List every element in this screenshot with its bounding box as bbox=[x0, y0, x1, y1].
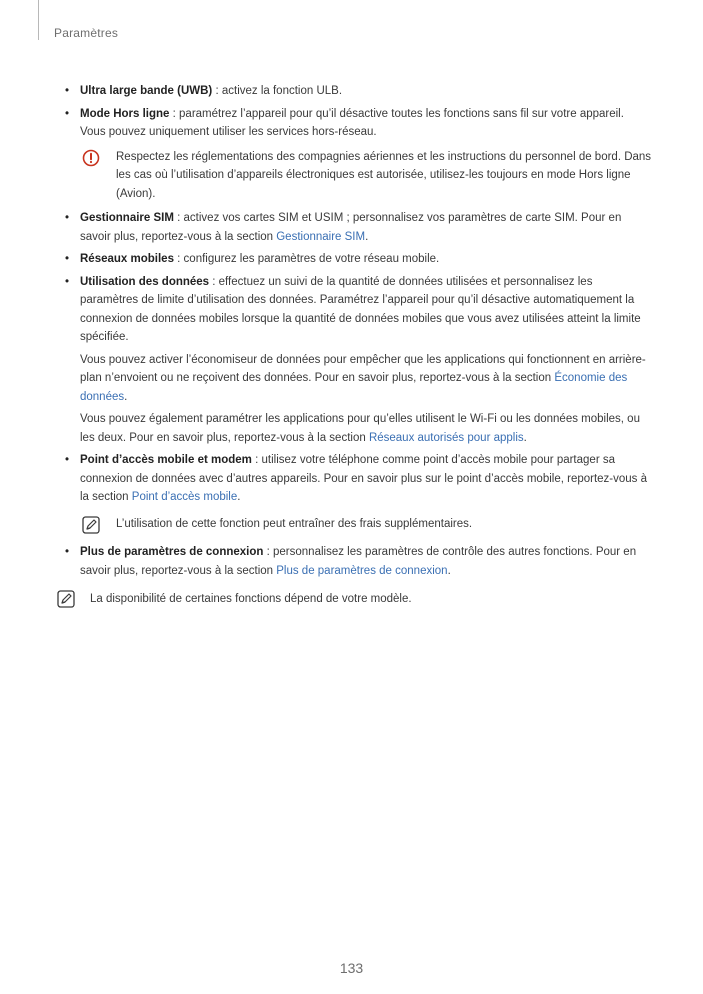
bullet-dot: • bbox=[64, 212, 70, 224]
term-mobile-networks: Réseaux mobiles bbox=[80, 253, 174, 265]
link-more-connection-settings[interactable]: Plus de paramètres de connexion bbox=[276, 564, 448, 577]
allowed-networks-paragraph bbox=[80, 410, 652, 447]
note-pencil-icon bbox=[57, 590, 75, 615]
bullet-dot: • bbox=[64, 275, 70, 288]
list-item-offline-mode bbox=[62, 105, 652, 204]
margin-rule bbox=[38, 0, 39, 40]
term-sim-manager: Gestionnaire SIM bbox=[80, 212, 174, 224]
link-sim-manager[interactable]: Gestionnaire SIM bbox=[276, 230, 366, 243]
hotspot-note-text: L’utilisation de cette fonction peut entraîner des frais supplémentaires. bbox=[116, 517, 473, 530]
list-item-mobile-networks bbox=[62, 250, 652, 269]
main-content bbox=[62, 82, 652, 584]
section-title: Paramètres bbox=[54, 26, 119, 40]
link-hotspot[interactable]: Point d’accès mobile bbox=[131, 491, 238, 503]
model-availability-text: La disponibilité de certaines fonctions dépend de votre modèle. bbox=[90, 593, 412, 605]
bullet-dot: • bbox=[64, 454, 70, 466]
punct: . bbox=[365, 230, 369, 243]
model-availability-note bbox=[57, 590, 690, 609]
data-saver-paragraph bbox=[80, 351, 652, 407]
desc-hotspot: : utilisez votre téléphone comme point d’accès mobile pour partager sa connexion de données avec d’autres appareils. Pour en savoir plus sur le point d’accès mobile, reportez-vous à la section bbox=[80, 454, 648, 503]
punct: . bbox=[237, 491, 241, 503]
punct: . bbox=[523, 431, 527, 444]
desc-sim-manager: : activez vos cartes SIM et USIM ; personnalisez vos paramètres de carte SIM. Pour en savoir plus, reportez-vous à la section bbox=[80, 212, 622, 243]
term-data-usage: Utilisation des données bbox=[80, 275, 210, 288]
list-item-sim-manager bbox=[62, 209, 652, 246]
bullet-dot: • bbox=[64, 107, 70, 120]
hotspot-note bbox=[80, 515, 652, 534]
desc-offline-mode: : paramétrez l’appareil pour qu’il désactive toutes les fonctions sans fil sur votre appareil. Vous pouvez uniquement utiliser les services hors-réseau. bbox=[80, 107, 624, 138]
punct: . bbox=[447, 564, 451, 577]
caution-note bbox=[80, 148, 652, 204]
link-allowed-networks[interactable]: Réseaux autorisés pour applis bbox=[368, 431, 524, 444]
term-hotspot: Point d’accès mobile et modem bbox=[80, 454, 252, 466]
link-data-saver[interactable]: Économie des données bbox=[80, 372, 628, 403]
desc-more-connection-settings: : personnalisez les paramètres de contrôle des autres fonctions. Pour en savoir plus, reportez-vous à la section bbox=[80, 546, 637, 577]
allowed-networks-text: Vous pouvez également paramétrer les applications pour qu’elles utilisent le Wi-Fi ou les données mobiles, ou les deux. Pour en savoir plus, reportez-vous à la section bbox=[80, 413, 640, 444]
term-more-connection-settings: Plus de paramètres de connexion bbox=[80, 546, 264, 558]
caution-text: Respectez les réglementations des compagnies aériennes et les instructions du personnel de bord. Dans les cas où l’utilisation d’appareils électroniques est autorisée, utilisez-les toujours en mode Hors ligne (Avion). bbox=[116, 150, 652, 200]
list-item-uwb bbox=[62, 82, 652, 101]
bullet-dot: • bbox=[64, 546, 70, 558]
term-offline-mode: Mode Hors ligne bbox=[80, 107, 170, 120]
punct: . bbox=[124, 390, 128, 403]
desc-uwb: : activez la fonction ULB. bbox=[212, 85, 343, 97]
caution-icon bbox=[82, 149, 100, 174]
bullet-dot: • bbox=[64, 85, 70, 97]
data-saver-text: Vous pouvez activer l’économiseur de données pour empêcher que les applications qui fonctionnent en arrière-plan n’envoient ou ne reçoivent des données. Pour en savoir plus, reportez-vous à la section bbox=[80, 353, 646, 384]
desc-mobile-networks: : configurez les paramètres de votre réseau mobile. bbox=[173, 253, 440, 265]
note-pencil-icon bbox=[82, 516, 100, 541]
desc-data-usage: : effectuez un suivi de la quantité de données utilisées et personnalisez les paramètres de limite d’utilisation des données. Paramétrez l’appareil pour qu’il désactive automatiquement la connexion de données mobiles lorsque la quantité de données mobiles que vous avez utilisées atteint la limite spécifiée. bbox=[80, 275, 641, 343]
list-item-hotspot bbox=[62, 451, 652, 533]
term-uwb: Ultra large bande (UWB) bbox=[80, 85, 213, 97]
bullet-dot: • bbox=[64, 253, 70, 265]
page-number: 133 bbox=[339, 960, 364, 976]
list-item-data-usage bbox=[62, 273, 652, 448]
list-item-more-connection-settings bbox=[62, 543, 652, 580]
